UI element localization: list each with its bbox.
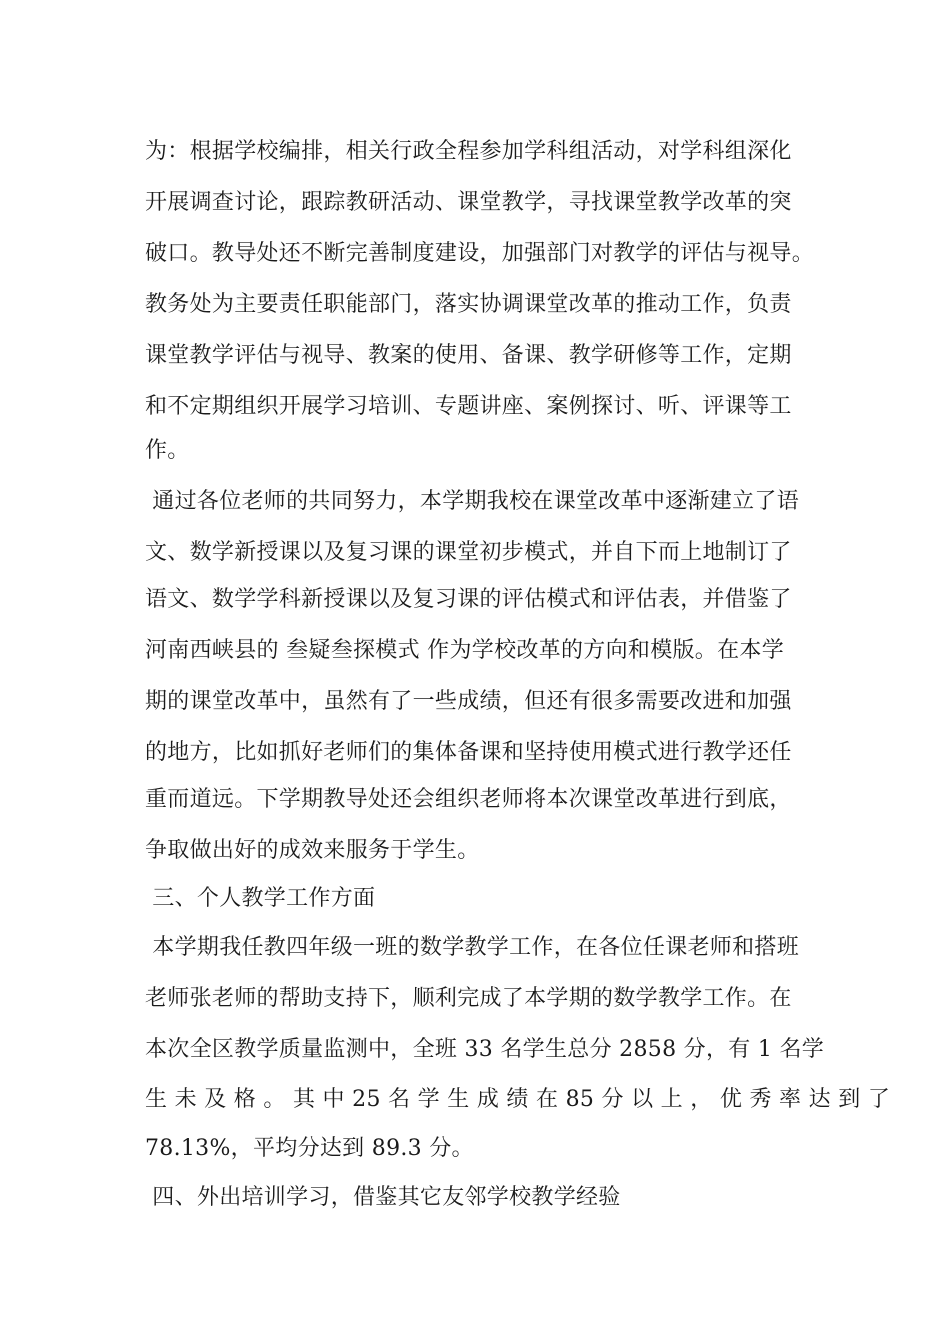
text-line: 本学期我任教四年级一班的数学教学工作，在各位任课老师和搭班 xyxy=(145,935,799,960)
text-line: 破口。教导处还不断完善制度建设，加强部门对教学的评估与视导。 xyxy=(145,241,815,266)
text-line: 本次全区教学质量监测中，全班 33 名学生总分 2858 分，有 1 名学 xyxy=(145,1037,825,1062)
text-line: 老师张老师的帮助支持下，顺利完成了本学期的数学教学工作。在 xyxy=(145,986,792,1011)
section-heading: 四、外出培训学习，借鉴其它友邻学校教学经验 xyxy=(145,1185,621,1210)
text-line: 期的课堂改革中，虽然有了一些成绩，但还有很多需要改进和加强 xyxy=(145,689,792,714)
text-line: 开展调查讨论，跟踪教研活动、课堂教学，寻找课堂教学改革的突 xyxy=(145,190,792,215)
text-line: 通过各位老师的共同努力，本学期我校在课堂改革中逐渐建立了语 xyxy=(145,489,799,514)
text-line: 文、数学新授课以及复习课的课堂初步模式，并自下而上地制订了 xyxy=(145,540,792,565)
text-line: 争取做出好的成效来服务于学生。 xyxy=(145,838,480,863)
text-line: 课堂教学评估与视导、教案的使用、备课、教学研修等工作，定期 xyxy=(145,343,792,368)
text-line: 语文、数学学科新授课以及复习课的评估模式和评估表，并借鉴了 xyxy=(145,587,792,612)
text-line: 河南西峡县的 叁疑叁探模式 作为学校改革的方向和模版。在本学 xyxy=(145,638,784,663)
text-line: 生 未 及 格 。 其 中 25 名 学 生 成 绩 在 85 分 以 上 ， 优 秀 率 达 到 了 xyxy=(145,1087,891,1112)
text-line: 的地方，比如抓好老师们的集体备课和坚持使用模式进行教学还任 xyxy=(145,740,792,765)
text-line: 为：根据学校编排，相关行政全程参加学科组活动，对学科组深化 xyxy=(145,139,792,164)
text-line: 作。 xyxy=(145,438,190,463)
text-line: 和不定期组织开展学习培训、专题讲座、案例探讨、听、评课等工 xyxy=(145,394,792,419)
section-heading: 三、个人教学工作方面 xyxy=(145,886,376,911)
text-line: 教务处为主要责任职能部门，落实协调课堂改革的推动工作，负责 xyxy=(145,292,792,317)
text-line: 重而道远。下学期教导处还会组织老师将本次课堂改革进行到底， xyxy=(145,787,792,812)
text-line: 78.13%，平均分达到 89.3 分。 xyxy=(145,1136,474,1161)
